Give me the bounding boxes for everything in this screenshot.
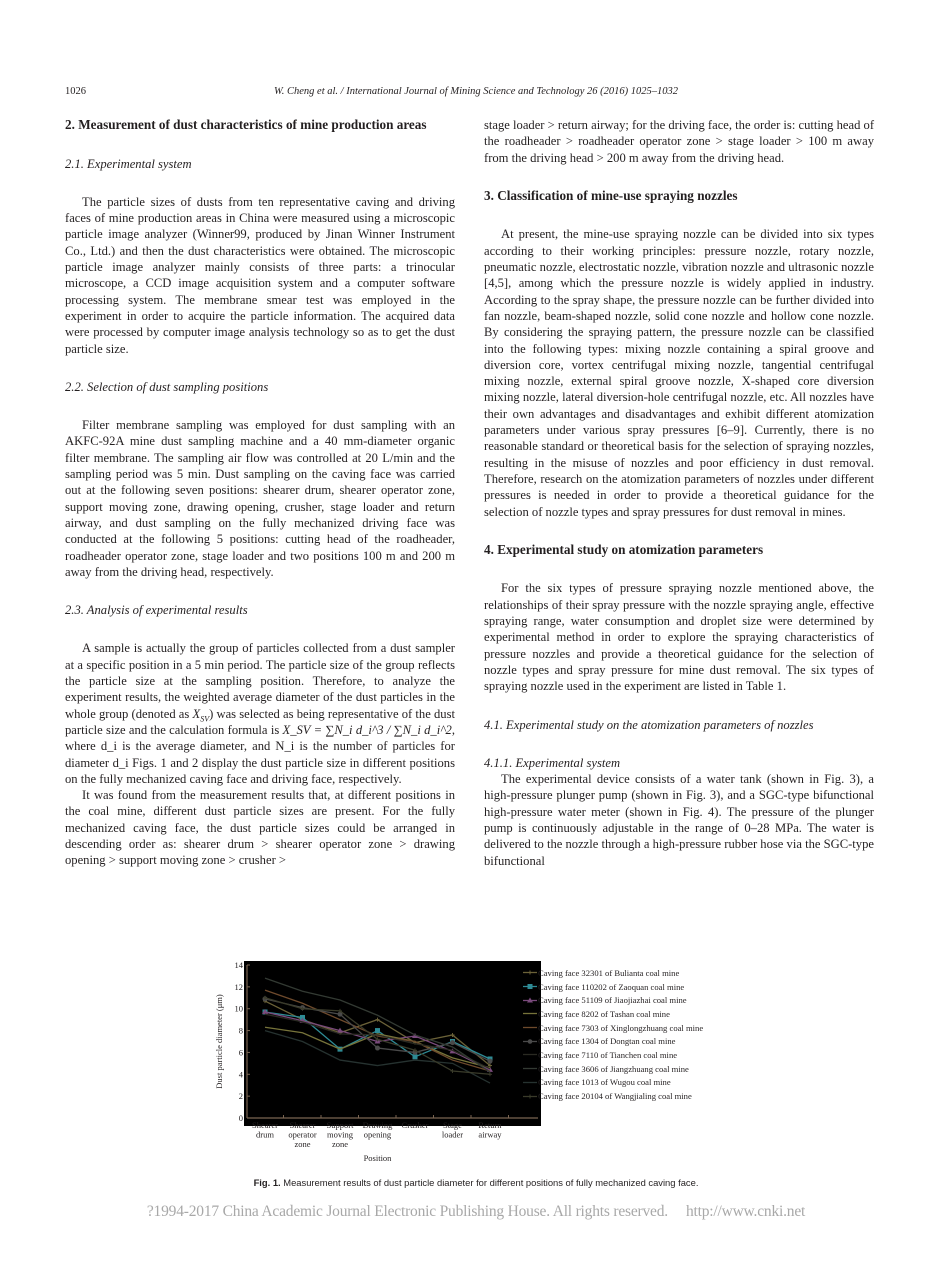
section-3-title: 3. Classification of mine-use spraying nozzles — [484, 187, 738, 203]
y-axis-title: Dust particle diameter (μm) — [214, 994, 224, 1089]
legend-swatch-icon — [523, 1064, 537, 1073]
x-tick-label: zone — [294, 1139, 311, 1149]
y-tick-label: 10 — [234, 1003, 243, 1014]
x-tick-label: moving — [327, 1129, 353, 1140]
paragraph-4-1-1: The experimental device consists of a water tank (shown in Fig. 3), a high-pressure plunger pump (shown in Fig. 3), and a SGC-type bifunctional high-pressure water meter (shown in Fig. 4). The pressure of the plunger pump is continuously adjustable in the range of 0–28 MPa. The water is delivered to the nozzle through a high-pressure rubber hose via the SGC-type bifunctional — [484, 772, 874, 868]
y-tick-label: 14 — [234, 960, 243, 970]
legend-item — [523, 1089, 763, 1103]
running-title: W. Cheng et al. / International Journal of Mining Science and Technology 26 (2016) 1025–1032 — [273, 86, 678, 97]
legend-item — [523, 1021, 763, 1035]
x-tick-label: drum — [256, 1129, 274, 1140]
paragraph-2-1: The particle sizes of dusts from ten representative caving and driving faces of mine production areas in China were measured using a microscopic particle image analyzer (Winner99, produced by Jinan Winner Instrument Co., Ltd.) and then the dust characteristics were obtained. The microscopic particle image analyzer mainly consists of three parts: a trinocular microscope, a CCD image acquisition system and a computer software processing system. The membrane smear test was employed in the experiment in order to acquire the particle information. The acquired data were processed by computer image analysis technology so as to get the dust particle size. — [65, 194, 455, 356]
subsection-2-1-title: 2.1. Experimental system — [65, 156, 192, 171]
paragraph-3: At present, the mine-use spraying nozzle can be divided into six types according to their working principles: pressure nozzle, rotary nozzle, pneumatic nozzle, electrostatic nozzle, vibration nozzle and ultrasonic nozzle [4,5], among which the pressure nozzle is widely applied in industry. According to the spray shape, the pressure nozzle can be further divided into fan nozzle, beam-shaped nozzle, solid cone nozzle and hollow cone nozzle. By considering the spraying pattern, the pressure nozzle can be classified into the following types: mixing nozzle containing a spiral groove and diversion core, vortex centrifugal mixing nozzle, tangential centrifugal mixing nozzle, external spiral groove nozzle, X-shaped core diversion mixing nozzle, lateral diversion-hole centrifugal nozzle, etc. All nozzles have their own advantages and disadvantages and exhibit different atomization parameters under various spray pressures [6–9]. Currently, there is no reasonable standard or theoretical basis for the selection of spraying nozzles, resulting in the misuse of nozzles and poor efficiency in dust removal. Therefore, research on the atomization parameters of nozzles under different pressures is needed in order to provide a theoretical guidance for the selection of nozzle types and spray pressures for dust removal in mines. — [484, 227, 874, 519]
formula: X_SV = ∑N_i d_i^3 / ∑N_i d_i^2 — [282, 722, 452, 737]
section-4-title: 4. Experimental study on atomization parameters — [484, 541, 764, 557]
legend-label: Caving face 32301 of Bulianta coal mine — [538, 967, 680, 978]
legend-label: Caving face 7303 of Xinglongzhuang coal mine — [538, 1022, 704, 1033]
x-tick-label: Support — [326, 1120, 354, 1130]
x-tick-label: airway — [478, 1129, 502, 1140]
x-tick-label: operator — [288, 1129, 317, 1140]
page-number: 1026 — [65, 86, 86, 97]
figure-caption — [0, 1177, 952, 1188]
legend-swatch-icon — [523, 1092, 537, 1101]
legend-item — [523, 1034, 763, 1048]
series-line — [265, 978, 490, 1072]
legend-item — [523, 993, 763, 1007]
x-tick-label: zone — [331, 1139, 349, 1149]
page-header — [65, 86, 887, 100]
subsection-2-2-title: 2.2. Selection of dust sampling positions — [65, 379, 269, 394]
right-column — [484, 117, 874, 869]
subsection-4-1-title: 4.1. Experimental study on the atomization parameters of nozzles — [484, 717, 814, 732]
legend-label: Caving face 1013 of Wugou coal mine — [538, 1077, 671, 1088]
y-tick-label: 0 — [238, 1113, 243, 1123]
x-tick-label: Return — [478, 1120, 502, 1130]
legend-swatch-icon — [523, 982, 537, 991]
x-tick-label: Shearer — [289, 1120, 316, 1130]
legend-label: Caving face 8202 of Tashan coal mine — [538, 1008, 670, 1019]
legend-label: Caving face 3606 of Jiangzhuang coal mine — [538, 1063, 689, 1074]
legend-label: Caving face 7110 of Tianchen coal mine — [538, 1049, 678, 1060]
paragraph-4: For the six types of pressure spraying nozzle mentioned above, the relationships of their spray pressure with the nozzle spraying angle, effective spraying range, water consumption and droplet size were determined by experimental method in order to explore the spraying characteristics of pressure nozzles and provide a theoretical guidance for the selection of nozzle types and spray pressure for mine dust removal. The six types of spraying nozzle used in the experiment are listed in Table 1. — [484, 581, 874, 694]
legend-swatch-icon — [523, 1050, 537, 1059]
paragraph-2-3-b: It was found from the measurement results that, at different positions in the coal mine, different dust particle sizes are present. For the fully mechanized caving face, the dust particle sizes could be arranged in descending order as: shearer drum > shearer operator zone > drawing opening > support moving zone > crusher > — [65, 788, 455, 868]
x-axis-title: Position — [363, 1153, 392, 1163]
x-tick-label: Drawing — [362, 1120, 393, 1130]
y-tick-label: 12 — [234, 981, 243, 992]
legend-label: Caving face 20104 of Wangjialing coal mine — [538, 1091, 692, 1102]
legend-item — [523, 980, 763, 994]
subsection-2-3-title: 2.3. Analysis of experimental results — [65, 603, 248, 618]
legend-swatch-icon — [523, 1009, 537, 1018]
y-tick-label: 2 — [238, 1091, 243, 1102]
paragraph-continued: stage loader > return airway; for the driving face, the order is: cutting head of the roadheader > roadheader operator zone > stage loader > 100 m away from the driving head > 200 m away from the driving head. — [484, 118, 875, 165]
xsv-symbol: $X_{SV}$ — [192, 706, 210, 724]
figure-1 — [205, 958, 745, 1168]
legend-swatch-icon — [523, 1078, 537, 1087]
x-tick-label: Crusher — [401, 1120, 429, 1130]
legend-label: Caving face 110202 of Zaoquan coal mine — [538, 981, 685, 992]
y-tick-label: 8 — [238, 1025, 243, 1036]
y-tick-label: 6 — [238, 1047, 243, 1058]
legend-label: Caving face 1304 of Dongtan coal mine — [538, 1036, 676, 1047]
legend-item — [523, 1007, 763, 1021]
chart-legend — [523, 966, 763, 1103]
paragraph-2-2: Filter membrane sampling was employed for dust sampling with an AKFC-92A mine dust sampling machine and a 40 mm-diameter organic filter membrane. The sampling air flow was controlled at 20 L/min and the sampling period was 5 min. Dust sampling on the caving face was carried out at the following seven positions: shearer drum, shearer operator zone, support moving zone, drawing opening, crusher, stage loader and return airway, and dust sampling on the fully mechanized driving face was conducted at the following 5 positions: cutting head of the roadheader, roadheader operator zone, stage loader and two positions 100 m and 200 m away from the driving head, respectively. — [65, 418, 455, 579]
legend-swatch-icon — [523, 1037, 537, 1046]
legend-item — [523, 1048, 763, 1062]
subsection-4-1-1-title: 4.1.1. Experimental system — [484, 755, 621, 770]
legend-swatch-icon — [523, 968, 537, 977]
copyright-footer — [0, 1203, 952, 1221]
x-tick-label: Shearer — [252, 1120, 278, 1130]
x-tick-label: opening — [363, 1129, 392, 1140]
legend-item — [523, 1062, 763, 1076]
section-2-title: 2. Measurement of dust characteristics of mine production areas — [65, 117, 427, 132]
legend-item — [523, 966, 763, 980]
caption-text: Measurement results of dust particle diameter for different positions of fully mechanized caving face. — [283, 1177, 699, 1188]
caption-label: Fig. 1. — [253, 1177, 281, 1188]
x-tick-label: loader — [441, 1129, 464, 1140]
y-tick-label: 4 — [238, 1069, 243, 1080]
legend-swatch-icon — [523, 996, 537, 1005]
legend-swatch-icon — [523, 1023, 537, 1032]
copyright-text: ?1994-2017 China Academic Journal Electronic Publishing House. All rights reserved. — [146, 1203, 668, 1220]
legend-item — [523, 1076, 763, 1090]
paragraph-2-3-a: A sample is actually the group of particles collected from a dust sampler at a specific position in a 5 min period. The particle size of the group reflects the particle size at the sampling position. Therefore, to analyze the experiment results, the weighted average diameter of the dust particles in the whole group (denoted as $X_{SV}$) was selected as being representative of the dust particle size and the calculation formula is X_SV = ∑N_i d_i^3 / ∑N_i d_i^2, where d_i is the average diameter, and N_i is the number of particles for diameter d_i Figs. 1 and 2 display the dust particle size in different positions on the fully mechanized caving face and driving face, respectively. — [65, 641, 455, 786]
legend-label: Caving face 51109 of Jiaojiazhai coal mine — [538, 995, 687, 1006]
x-tick-label: Stage — [443, 1120, 462, 1130]
footer-link[interactable]: http://www.cnki.net — [685, 1203, 806, 1220]
left-column — [65, 117, 455, 869]
